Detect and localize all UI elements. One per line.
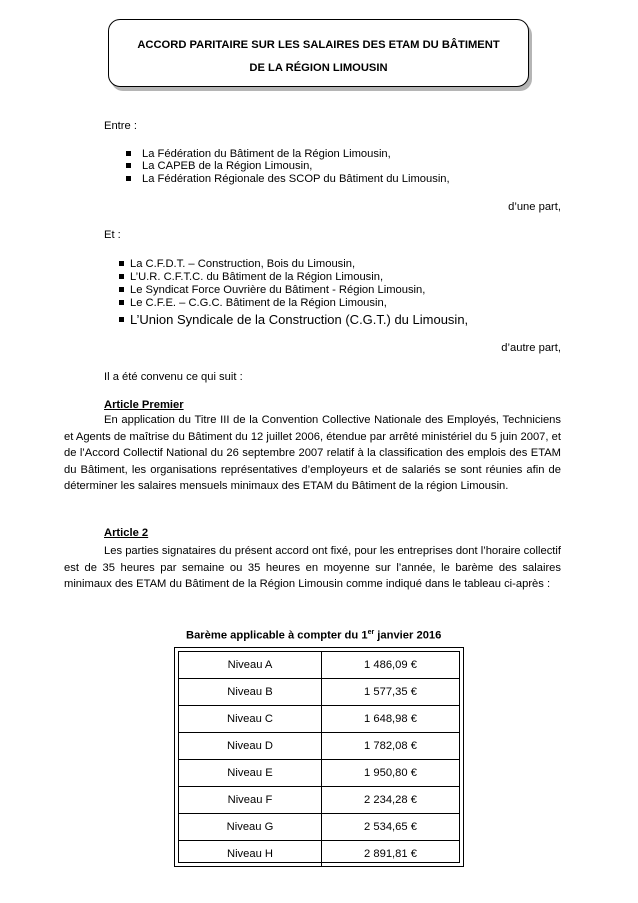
list-item: Le C.F.E. – C.G.C. Bâtiment de la Région Limousin, [119, 297, 387, 310]
list-item: Le Syndicat Force Ouvrière du Bâtiment - Région Limousin, [119, 284, 425, 297]
niveau-cell: Niveau G [179, 814, 322, 840]
article-2-heading: Article 2 [104, 527, 149, 539]
list-item: La C.F.D.T. – Construction, Bois du Limousin, [119, 258, 355, 271]
bareme-table [174, 647, 464, 867]
table-row [179, 705, 459, 732]
salaire-cell: 2 234,28 € [364, 794, 417, 806]
table-row [179, 652, 459, 678]
niveau-cell: Niveau C [179, 706, 322, 732]
list-item: La Fédération Régionale des SCOP du Bâtiment du Limousin, [126, 173, 450, 186]
salaire-cell: 2 534,65 € [364, 821, 417, 833]
une-part-closing: d’une part, [508, 201, 561, 213]
table-row [179, 732, 459, 759]
niveau-cell: Niveau D [179, 733, 322, 759]
niveau-cell: Niveau E [179, 760, 322, 786]
article-1-heading: Article Premier [104, 399, 184, 411]
salaire-cell: 1 648,98 € [364, 713, 417, 725]
bullet-square-icon [119, 300, 124, 305]
table-row [179, 678, 459, 705]
salaire-cell: 1 486,09 € [364, 659, 417, 671]
intro-text: Il a été convenu ce qui suit : [104, 371, 243, 383]
bullet-square-icon [119, 274, 124, 279]
bareme-caption: Barème applicable à compter du 1er janvier 2016 [186, 629, 442, 642]
niveau-cell: Niveau A [179, 652, 322, 678]
document-title-line-2: DE LA RÉGION LIMOUSIN [249, 62, 388, 74]
list-item: La Fédération du Bâtiment de la Région Limousin, [126, 148, 391, 161]
salaire-cell: 2 891,81 € [364, 848, 417, 860]
autre-part-closing: d’autre part, [501, 342, 561, 354]
bullet-square-icon [126, 163, 131, 168]
bareme-table-inner [178, 651, 460, 863]
article-2-text: Les parties signataires du présent accord ont fixé, pour les entreprises dont l’horaire collectif est de 35 heures par semaine ou 35 heures en moyenne sur l’année, le barème des salaires minimaux des ETAM du Bâtiment de la Région Limousin comme indiqué dans le tableau ci-après : [64, 545, 561, 590]
document-title-box [108, 19, 529, 87]
et-label: Et : [104, 229, 121, 241]
table-row [179, 786, 459, 813]
salaire-cell: 1 577,35 € [364, 686, 417, 698]
bullet-square-icon [126, 151, 131, 156]
entre-label: Entre : [104, 120, 137, 132]
bullet-square-icon [126, 176, 131, 181]
bullet-square-icon [119, 317, 124, 322]
bullet-square-icon [119, 261, 124, 266]
niveau-cell: Niveau F [179, 787, 322, 813]
niveau-cell: Niveau B [179, 679, 322, 705]
table-row [179, 813, 459, 840]
list-item: L’U.R. C.F.T.C. du Bâtiment de la Région Limousin, [119, 271, 383, 284]
salaire-cell: 1 782,08 € [364, 740, 417, 752]
table-row [179, 840, 459, 867]
bullet-square-icon [119, 287, 124, 292]
article-1-text: En application du Titre III de la Convention Collective Nationale des Employés, Techniciens et Agents de maîtrise du Bâtiment du 12 juillet 2006, étendue par arrêté ministériel du 5 juin 2007, et de l’Accord Collectif National du 26 septembre 2007 relatif à la classification des emplois des ETAM du Bâtiment, les organisations représentatives d’employeurs et de salariés se sont réunies afin de déterminer les salaires mensuels minimaux des ETAM du Bâtiment de la région Limousin. [64, 414, 561, 492]
salaire-cell: 1 950,80 € [364, 767, 417, 779]
list-item: L’Union Syndicale de la Construction (C.G.T.) du Limousin, [119, 313, 468, 326]
document-title-line-1: ACCORD PARITAIRE SUR LES SALAIRES DES ETAM DU BÂTIMENT [137, 39, 500, 51]
table-row [179, 759, 459, 786]
list-item: La CAPEB de la Région Limousin, [126, 160, 312, 173]
niveau-cell: Niveau H [179, 841, 322, 867]
